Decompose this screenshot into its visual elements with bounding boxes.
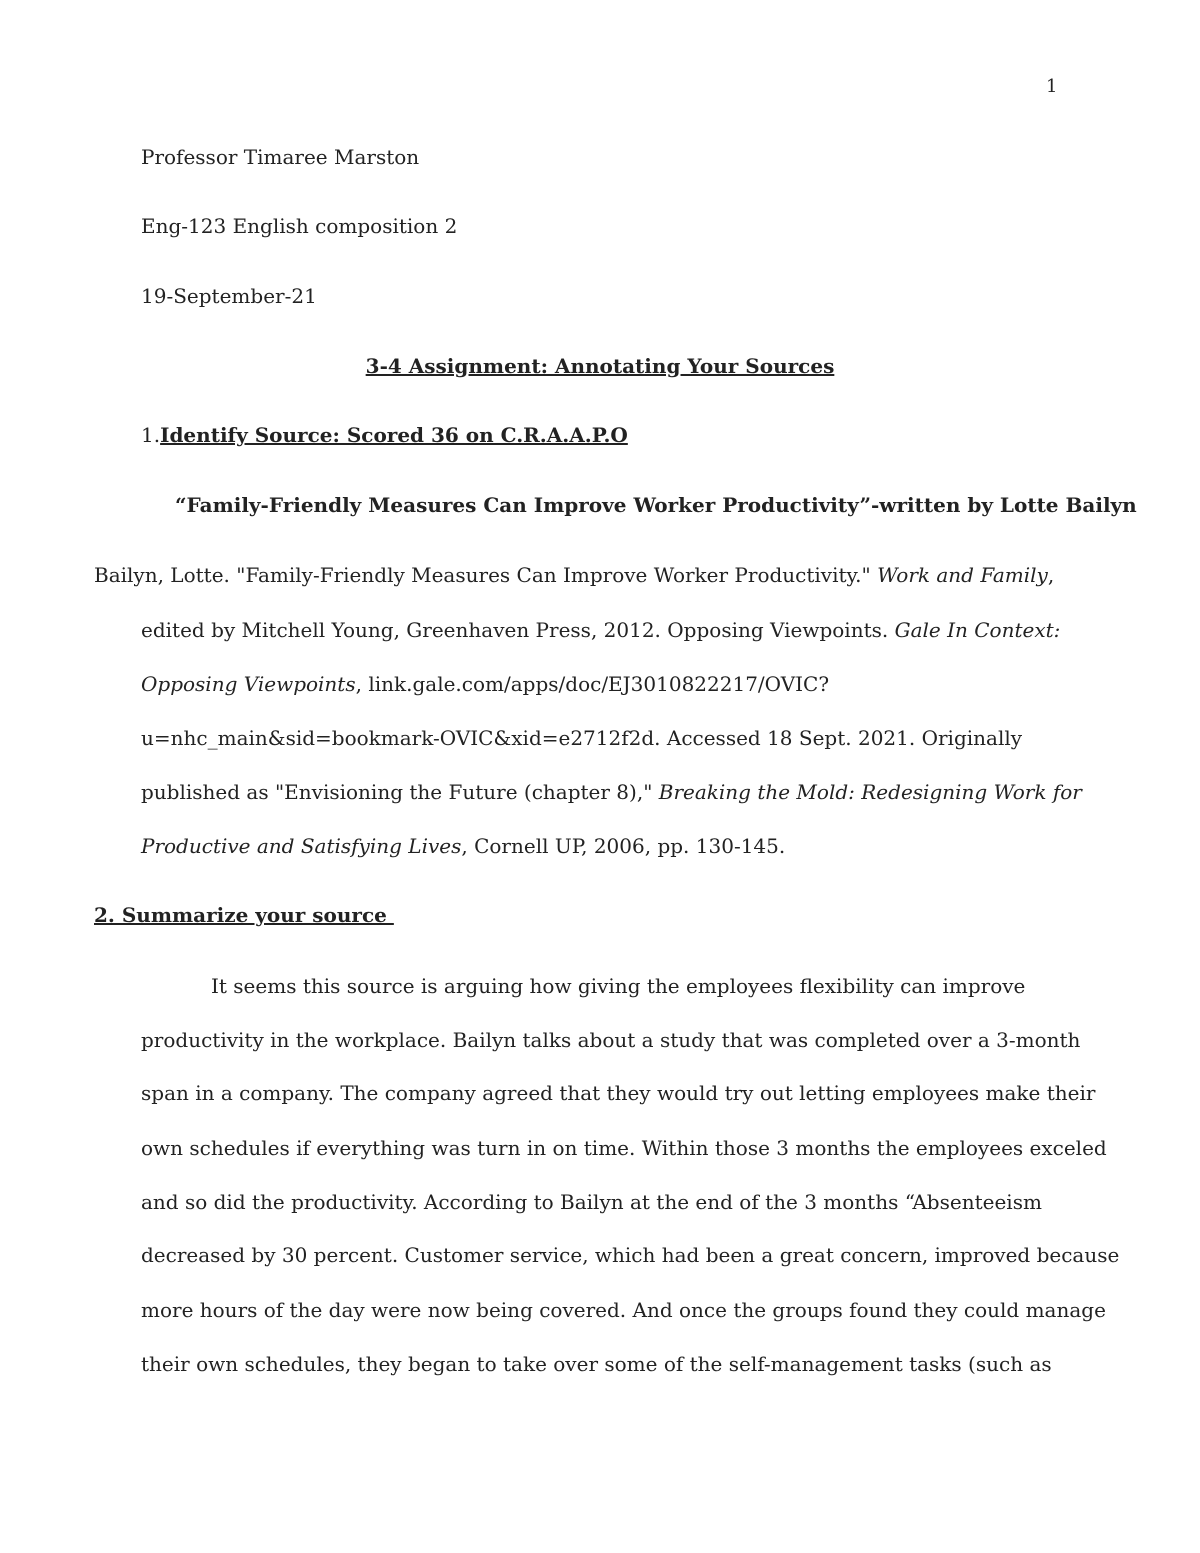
citation-url: , link.gale.com/apps/doc/EJ3010822217/OVIC? — [355, 672, 830, 696]
summary-line: and so did the productivity. According to Bailyn at the end of the 3 months “Absenteeism — [141, 1190, 1042, 1214]
section1-heading: Identify Source: Scored 36 on C.R.A.A.P.O — [160, 423, 628, 447]
summary-line: their own schedules, they began to take over some of the self-management tasks (such as — [141, 1352, 1052, 1376]
summary-line: decreased by 30 percent. Customer service, which had been a great concern, improved because — [141, 1243, 1120, 1267]
summary-line: productivity in the workplace. Bailyn talks about a study that was completed over a 3-month — [141, 1028, 1081, 1052]
citation-container-title: Work and Family — [877, 563, 1048, 587]
summary-line: It seems this source is arguing how giving the employees flexibility can improve — [211, 974, 1026, 998]
citation-text: published as "Envisioning the Future (chapter 8)," — [141, 780, 659, 804]
citation-text: edited by Mitchell Young, Greenhaven Press, 2012. Opposing Viewpoints. — [141, 618, 895, 642]
citation-text: , Cornell UP, 2006, pp. 130-145. — [461, 834, 786, 858]
summary-line: more hours of the day were now being covered. And once the groups found they could manage — [141, 1298, 1106, 1322]
citation-line-6 — [141, 836, 785, 856]
citation-line-1 — [94, 565, 1054, 585]
citation-text: Bailyn, Lotte. "Family-Friendly Measures Can Improve Worker Productivity." — [94, 563, 878, 587]
source-title — [175, 495, 1137, 515]
citation-text: , — [1047, 563, 1055, 587]
citation-line-3 — [141, 674, 829, 694]
professor-name: Professor Timaree Marston — [141, 145, 420, 169]
citation-line-5 — [141, 782, 1082, 802]
citation-book-title: Breaking the Mold: Redesigning Work for — [658, 780, 1082, 804]
citation-line-4: u=nhc_main&sid=bookmark-OVIC&xid=e2712f2d. Accessed 18 Sept. 2021. Originally — [141, 726, 1023, 750]
citation-database-title: Gale In Context: — [894, 618, 1061, 642]
section1-heading-line — [141, 425, 628, 445]
citation-line-2 — [141, 620, 1060, 640]
source-title-text: “Family-Friendly Measures Can Improve Worker Productivity”-written by Lotte Bailyn — [175, 493, 1137, 517]
assignment-date: 19-September-21 — [141, 284, 317, 308]
summary-line: own schedules if everything was turn in on time. Within those 3 months the employees exceled — [141, 1136, 1107, 1160]
section1-number: 1. — [141, 423, 161, 447]
course-name: Eng-123 English composition 2 — [141, 214, 458, 238]
section2-heading: 2. Summarize your source — [94, 903, 394, 927]
assignment-title: 3-4 Assignment: Annotating Your Sources — [365, 354, 835, 378]
page-number: 1 — [1046, 76, 1058, 97]
summary-line: span in a company. The company agreed that they would try out letting employees make their — [141, 1081, 1096, 1105]
citation-book-title: Productive and Satisfying Lives — [141, 834, 462, 858]
citation-database-title: Opposing Viewpoints — [141, 672, 356, 696]
